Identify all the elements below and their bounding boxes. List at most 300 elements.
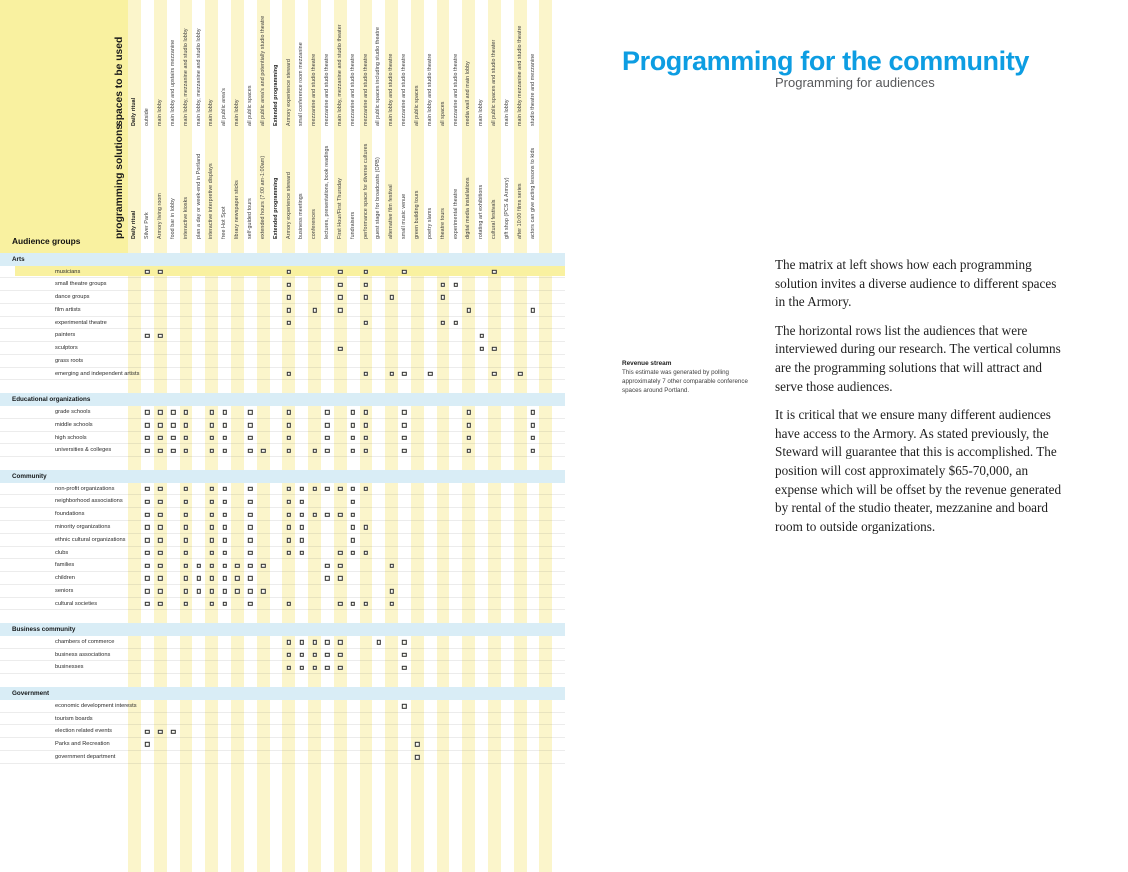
matrix-mark — [338, 487, 342, 491]
column-solution-label: theatre tours — [439, 207, 446, 239]
page-subtitle: Programming for audiences — [775, 75, 935, 90]
matrix-mark — [145, 500, 149, 504]
matrix-mark — [325, 576, 329, 580]
audience-row-label: non-profit organizations — [55, 485, 115, 492]
matrix-mark — [389, 602, 393, 606]
matrix-mark — [287, 423, 291, 427]
matrix-mark — [158, 436, 162, 440]
matrix-mark — [158, 602, 162, 606]
matrix-mark — [222, 436, 226, 440]
audience-row — [0, 598, 565, 611]
column-solution-label: conferences — [311, 209, 318, 239]
audience-row — [0, 419, 565, 432]
column-space-label: mezzanine and studio theatre — [452, 53, 459, 126]
matrix-mark — [210, 589, 214, 593]
column-space-label: main lobby — [208, 99, 215, 126]
matrix-mark — [351, 538, 355, 542]
matrix-mark — [158, 512, 162, 516]
matrix-mark — [222, 410, 226, 414]
paragraph: It is critical that we ensure many different audiences have access to the Armory. As stated previously, the Steward will guarantee that this is accomplished. The position will cost approximately $65-70,000, an expense which will be offset by the revenue generated by rental of the studio theater, mezzanine and board room to outside organizations. — [775, 407, 1062, 534]
matrix-mark — [222, 538, 226, 542]
section-header: Business community — [0, 623, 565, 636]
column-solution-label: interactive interpretive displays — [208, 163, 215, 239]
audience-row-label: cultural societies — [55, 600, 98, 607]
audience-row — [0, 700, 565, 713]
matrix-mark — [235, 576, 239, 580]
audience-row-label: businesses — [55, 664, 84, 671]
audience-row — [0, 406, 565, 419]
matrix-mark — [312, 640, 316, 644]
matrix-mark — [197, 563, 201, 567]
matrix-mark — [158, 538, 162, 542]
column-space-label: all public spaces including studio theatre — [375, 26, 382, 126]
matrix-mark — [479, 334, 483, 338]
matrix-mark — [248, 436, 252, 440]
matrix-mark — [287, 372, 291, 376]
matrix-mark — [351, 487, 355, 491]
matrix-mark — [338, 653, 342, 657]
matrix-mark — [222, 551, 226, 555]
matrix-mark — [222, 563, 226, 567]
matrix-mark — [351, 500, 355, 504]
paragraph: The horizontal rows list the audiences that were interviewed during our research. The vertical columns are the programming solutions that will attract and serve those audiences. — [775, 322, 1061, 394]
column-space-label: all public area's — [221, 87, 228, 126]
matrix-mark — [158, 500, 162, 504]
audience-row-label: dance groups — [55, 294, 90, 301]
matrix-mark — [299, 551, 303, 555]
matrix-mark — [210, 551, 214, 555]
column-solution-label: rotating art exhibitions — [478, 184, 485, 239]
matrix-mark — [145, 423, 149, 427]
column-space-label: all public spaces — [414, 85, 420, 126]
audience-row-label: ethnic cultural organizations — [55, 536, 126, 543]
matrix-mark — [389, 589, 393, 593]
matrix-mark — [312, 653, 316, 657]
matrix-mark — [287, 283, 291, 287]
matrix-mark — [184, 551, 188, 555]
matrix-mark — [351, 423, 355, 427]
matrix-mark — [248, 551, 252, 555]
matrix-mark — [338, 295, 342, 299]
audience-row-label: foundations — [55, 511, 85, 518]
column-solution-label: green building tours — [414, 190, 420, 239]
matrix-mark — [325, 640, 329, 644]
column-solution-label: guest stage for broadcasts (OPB) — [375, 157, 382, 239]
matrix-mark — [325, 410, 329, 414]
matrix-mark — [338, 563, 342, 567]
matrix-mark — [222, 576, 226, 580]
audience-row — [0, 266, 565, 279]
matrix-mark — [325, 449, 329, 453]
column-solution-label: library newspaper sticks — [234, 180, 241, 239]
audience-row-label: middle schools — [55, 421, 93, 428]
matrix-mark — [364, 487, 368, 491]
matrix-mark — [287, 640, 291, 644]
column-solution-label: small music venue — [401, 193, 408, 239]
matrix-mark — [158, 423, 162, 427]
matrix-mark — [287, 308, 291, 312]
matrix-mark — [158, 525, 162, 529]
matrix-mark — [261, 589, 265, 593]
column-solution-label: Armory experience steward — [285, 172, 292, 239]
matrix-mark — [454, 283, 458, 287]
matrix-mark — [287, 538, 291, 542]
matrix-mark — [158, 729, 162, 733]
matrix-mark — [467, 410, 471, 414]
matrix-mark — [467, 308, 471, 312]
matrix-mark — [364, 602, 368, 606]
matrix-mark — [402, 640, 406, 644]
matrix-mark — [184, 589, 188, 593]
audience-row — [0, 534, 565, 547]
audience-row — [0, 317, 565, 330]
matrix-mark — [467, 436, 471, 440]
matrix-mark — [222, 423, 226, 427]
matrix-mark — [222, 589, 226, 593]
column-solution-label: extended hours (7:00 am-1:00am) — [259, 155, 266, 239]
column-space-label: main lobby, mezzanine and studio lobby — [195, 28, 202, 126]
matrix-mark — [210, 602, 214, 606]
matrix-mark — [351, 551, 355, 555]
matrix-mark — [299, 666, 303, 670]
matrix-mark — [210, 500, 214, 504]
matrix-mark — [248, 525, 252, 529]
audience-row — [0, 355, 565, 368]
note-title: Revenue stream — [622, 360, 672, 367]
matrix-mark — [467, 449, 471, 453]
matrix-mark — [248, 487, 252, 491]
matrix-mark — [210, 525, 214, 529]
audience-row-label: election related events — [55, 728, 112, 735]
matrix-mark — [158, 410, 162, 414]
column-solution-label: poetry slams — [426, 207, 433, 239]
matrix-mark — [248, 512, 252, 516]
audience-row-label: film artists — [55, 306, 81, 313]
column-space-label: main lobby, mezzanine and studio lobby — [182, 28, 189, 126]
matrix-mark — [389, 295, 393, 299]
matrix-mark — [184, 487, 188, 491]
matrix-mark — [402, 436, 406, 440]
matrix-mark — [531, 410, 535, 414]
matrix-mark — [184, 576, 188, 580]
column-space-label: mezzanine and studio theatre — [349, 53, 356, 126]
matrix-mark — [402, 372, 406, 376]
matrix-mark — [299, 512, 303, 516]
matrix-mark — [287, 436, 291, 440]
matrix-mark — [235, 563, 239, 567]
matrix-mark — [299, 487, 303, 491]
column-space-label: mezzanine and studio theatre — [311, 53, 318, 126]
matrix-mark — [210, 563, 214, 567]
matrix-mark — [351, 436, 355, 440]
matrix-mark — [325, 436, 329, 440]
column-space-label: all public area's and potentially studio theatre — [259, 15, 266, 126]
matrix-mark — [145, 742, 149, 746]
matrix-mark — [145, 512, 149, 516]
matrix-mark — [312, 666, 316, 670]
column-space-label: Armory experience steward — [285, 59, 292, 126]
body-text — [775, 256, 1064, 547]
matrix-mark — [145, 270, 149, 274]
matrix-mark — [338, 602, 342, 606]
column-space-label: Daily ritual — [131, 97, 138, 126]
matrix-mark — [145, 589, 149, 593]
matrix-mark — [299, 538, 303, 542]
column-space-label: Extended programming — [272, 64, 279, 126]
matrix-mark — [171, 410, 175, 414]
audience-row-label: small theatre groups — [55, 281, 107, 288]
spaces-axis-label: spaces to be used — [114, 36, 125, 126]
audience-row-label: emerging and independent artists — [55, 370, 140, 377]
matrix-mark — [145, 563, 149, 567]
matrix-mark — [338, 576, 342, 580]
matrix-mark — [235, 589, 239, 593]
audience-row-label: grass roots — [55, 357, 84, 364]
matrix-mark — [222, 525, 226, 529]
matrix-mark — [171, 436, 175, 440]
matrix-mark — [338, 308, 342, 312]
matrix-mark — [441, 321, 445, 325]
column-solution-label: performance space for diverse cultures — [362, 143, 369, 239]
column-space-label: mezzanine and studio theatre — [401, 53, 408, 126]
matrix-mark — [338, 346, 342, 350]
matrix-mark — [299, 525, 303, 529]
audience-row-label: painters — [55, 332, 76, 339]
column-solution-label: cultural festivals — [491, 199, 498, 239]
section-header: Community — [0, 470, 565, 483]
matrix-mark — [287, 525, 291, 529]
audience-row-label: tourism boards — [55, 715, 93, 722]
matrix-mark — [415, 742, 419, 746]
matrix-mark — [338, 270, 342, 274]
matrix-mark — [158, 576, 162, 580]
matrix-mark — [210, 449, 214, 453]
audience-row — [0, 508, 565, 521]
matrix-mark — [222, 449, 226, 453]
matrix-mark — [158, 487, 162, 491]
audience-row — [0, 368, 565, 381]
matrix-mark — [351, 410, 355, 414]
column-solution-label: interactive kiosks — [182, 196, 189, 239]
column-solution-label: after 10:00 films series — [516, 183, 523, 239]
matrix-mark — [479, 346, 483, 350]
column-space-label: media wall and main lobby — [465, 61, 472, 126]
matrix-mark — [364, 525, 368, 529]
note-body: This estimate was generated by polling approximately 7 other comparable conference spaces around Portland. — [622, 369, 748, 395]
paragraph: The matrix at left shows how each programming solution invites a diverse audience to different spaces in the Armory. — [775, 257, 1057, 310]
audience-row — [0, 725, 565, 738]
audience-row-label: musicians — [55, 268, 81, 275]
matrix-mark — [531, 308, 535, 312]
matrix-mark — [197, 576, 201, 580]
section-header: Arts — [0, 253, 565, 266]
matrix-mark — [145, 729, 149, 733]
matrix-mark — [364, 423, 368, 427]
matrix-mark — [325, 423, 329, 427]
matrix-mark — [531, 436, 535, 440]
column-space-label: outside — [144, 108, 151, 126]
matrix-mark — [248, 576, 252, 580]
matrix-mark — [389, 372, 393, 376]
audience-row — [0, 649, 565, 662]
matrix-mark — [171, 423, 175, 427]
matrix-mark — [364, 270, 368, 274]
matrix-mark — [492, 372, 496, 376]
matrix-mark — [171, 729, 175, 733]
matrix-mark — [145, 487, 149, 491]
matrix-mark — [402, 423, 406, 427]
matrix-mark — [299, 653, 303, 657]
audience-row — [0, 483, 565, 496]
column-space-label: mezzanine and studio theatre — [362, 53, 369, 126]
matrix-mark — [312, 449, 316, 453]
matrix-mark — [261, 563, 265, 567]
matrix-mark — [158, 334, 162, 338]
matrix-mark — [312, 308, 316, 312]
column-space-label: all public spaces and studio theater — [491, 39, 498, 126]
matrix-mark — [325, 666, 329, 670]
matrix-mark — [145, 334, 149, 338]
audience-row-label: minority organizations — [55, 523, 111, 530]
matrix-mark — [287, 602, 291, 606]
matrix-mark — [248, 563, 252, 567]
matrix-mark — [325, 512, 329, 516]
matrix-mark — [402, 449, 406, 453]
matrix-mark — [338, 283, 342, 287]
audience-row-label: universities & colleges — [55, 447, 112, 454]
column-solution-label: business meetings — [298, 193, 305, 239]
matrix-mark — [158, 270, 162, 274]
audience-row — [0, 547, 565, 560]
audience-row — [0, 636, 565, 649]
section-header: Educational organizations — [0, 393, 565, 406]
matrix-corner-block — [0, 0, 128, 253]
section-header: Government — [0, 687, 565, 700]
matrix-mark — [364, 410, 368, 414]
matrix-mark — [184, 410, 188, 414]
matrix-mark — [222, 512, 226, 516]
matrix-mark — [364, 321, 368, 325]
matrix-mark — [402, 410, 406, 414]
matrix-mark — [364, 551, 368, 555]
column-space-label: main lobby — [478, 99, 485, 126]
matrix-mark — [184, 500, 188, 504]
audience-row-label: government department — [55, 753, 116, 760]
matrix-mark — [184, 538, 188, 542]
matrix-mark — [299, 640, 303, 644]
matrix-mark — [158, 563, 162, 567]
matrix-mark — [467, 423, 471, 427]
matrix-mark — [364, 295, 368, 299]
matrix-mark — [171, 449, 175, 453]
matrix-mark — [325, 487, 329, 491]
audience-row-label: neighborhood associations — [55, 498, 123, 505]
matrix-mark — [248, 589, 252, 593]
revenue-stream-note — [622, 359, 756, 396]
matrix-mark — [364, 436, 368, 440]
audience-row-label: grade schools — [55, 409, 91, 416]
audience-row — [0, 444, 565, 457]
column-solution-label: Extended programming — [272, 177, 279, 239]
matrix-mark — [518, 372, 522, 376]
matrix-mark — [531, 449, 535, 453]
matrix-mark — [402, 653, 406, 657]
column-space-label: main lobby and upstairs mezzanine — [169, 39, 176, 126]
matrix-mark — [287, 487, 291, 491]
column-space-label: all public spaces — [246, 85, 253, 126]
audience-row — [0, 291, 565, 304]
matrix-mark — [248, 449, 252, 453]
matrix-mark — [145, 436, 149, 440]
audience-row-label: high schools — [55, 434, 87, 441]
column-solution-label: self-guided tours — [246, 198, 253, 239]
audience-row-label: families — [55, 562, 75, 569]
audience-row — [0, 585, 565, 598]
matrix-mark — [197, 589, 201, 593]
audience-row-label: experimental theatre — [55, 319, 107, 326]
audience-row-label: economic development interests — [55, 702, 137, 709]
audience-row-label: sculptors — [55, 345, 78, 352]
matrix-mark — [364, 283, 368, 287]
column-solution-label: actors can give acting lessons to kids — [529, 147, 536, 239]
audience-row-label: Parks and Recreation — [55, 741, 110, 748]
matrix-mark — [261, 449, 265, 453]
column-space-label: all spaces — [439, 101, 446, 126]
matrix-mark — [145, 576, 149, 580]
matrix-mark — [248, 538, 252, 542]
column-space-label: main lobby — [234, 99, 241, 126]
column-solution-label: Daily ritual — [131, 210, 138, 239]
matrix-mark — [351, 512, 355, 516]
matrix-mark — [338, 666, 342, 670]
audience-row — [0, 432, 565, 445]
matrix-mark — [389, 563, 393, 567]
audience-row-label: chambers of commerce — [55, 638, 115, 645]
column-solution-label: alternative film festival — [388, 184, 395, 239]
matrix-mark — [492, 270, 496, 274]
matrix-mark — [248, 423, 252, 427]
matrix-mark — [312, 487, 316, 491]
audience-row-label: seniors — [55, 587, 74, 594]
matrix-mark — [287, 410, 291, 414]
matrix-mark — [158, 551, 162, 555]
column-space-label: main lobby and studio theatre — [388, 53, 395, 126]
matrix-mark — [338, 551, 342, 555]
matrix-mark — [351, 449, 355, 453]
matrix-mark — [428, 372, 432, 376]
matrix-mark — [210, 436, 214, 440]
matrix-mark — [287, 551, 291, 555]
matrix-mark — [184, 436, 188, 440]
matrix-mark — [441, 283, 445, 287]
audience-row — [0, 278, 565, 291]
page-title: Programming for the community — [622, 46, 1029, 76]
matrix-mark — [210, 487, 214, 491]
column-solution-label: Armory living room — [157, 193, 163, 239]
matrix-mark — [222, 487, 226, 491]
matrix-mark — [287, 295, 291, 299]
column-space-label: mezzanine and studio theatre — [324, 53, 331, 126]
matrix-mark — [184, 423, 188, 427]
matrix-mark — [415, 755, 419, 759]
matrix-mark — [287, 270, 291, 274]
audience-row — [0, 495, 565, 508]
matrix-mark — [351, 525, 355, 529]
column-space-label: main lobby mezzanine and studio theatre — [516, 25, 523, 126]
audience-row — [0, 713, 565, 726]
column-solution-label: First Hour/First Thursday — [336, 178, 343, 239]
matrix-mark — [402, 704, 406, 708]
